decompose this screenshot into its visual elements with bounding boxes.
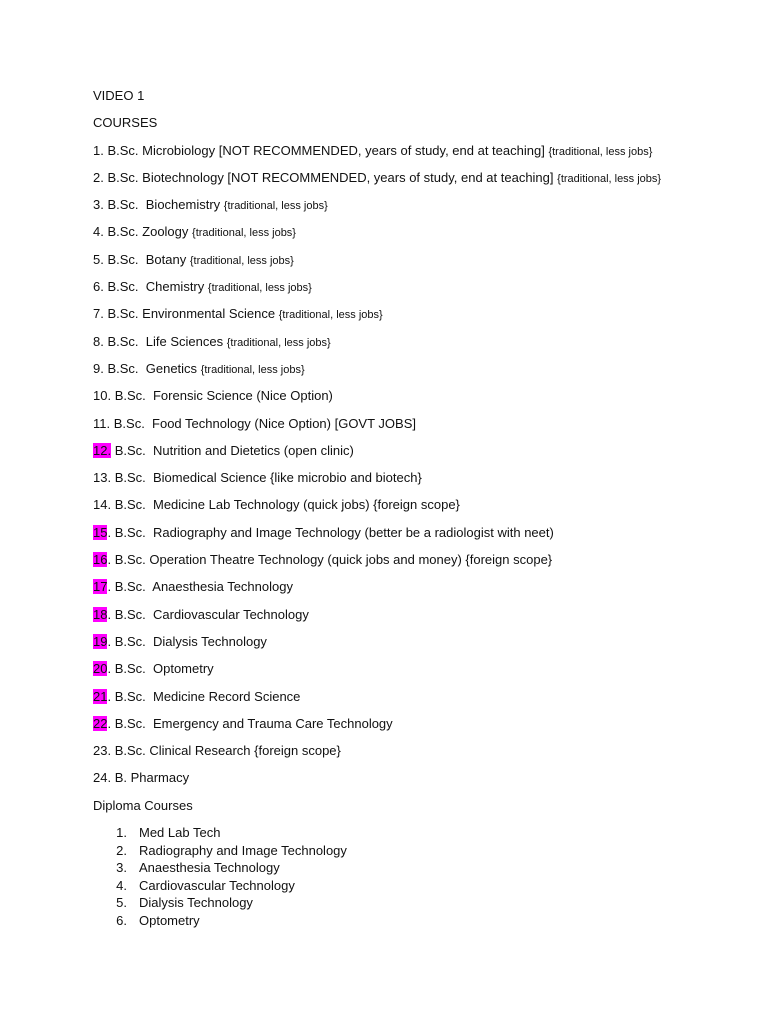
course-number: 21 (93, 688, 108, 704)
course-title: B.Sc. Anaesthesia Technology (114, 579, 293, 595)
diploma-item (93, 912, 753, 930)
diploma-number: 6. (116, 912, 127, 928)
course-separator: . (100, 360, 108, 376)
course-number: 15 (93, 524, 108, 540)
course-line (93, 524, 753, 541)
diploma-number: 5. (116, 895, 127, 911)
diploma-item (93, 877, 753, 895)
course-note: {traditional, less jobs} (278, 309, 383, 322)
course-separator: . (107, 661, 115, 677)
course-line (93, 333, 753, 350)
course-note: {traditional, less jobs} (207, 282, 312, 295)
course-number: 8 (93, 333, 101, 349)
course-title: B.Sc. Life Sciences (107, 333, 224, 349)
course-note: {traditional, less jobs} (192, 227, 296, 240)
course-line (93, 633, 753, 650)
course-title: B.Sc. Medicine Lab Technology (quick jobs) {foreign scope} (114, 497, 460, 513)
course-line (93, 278, 753, 295)
diploma-item (93, 859, 753, 877)
courses-list (93, 142, 753, 787)
diploma-title: Optometry (139, 912, 200, 928)
diploma-number: 4. (116, 877, 127, 893)
diploma-title: Diploma Courses (93, 797, 193, 813)
course-number: 23 (93, 743, 108, 759)
course-line (93, 606, 753, 623)
course-separator: . (107, 388, 115, 404)
course-number: 22 (93, 715, 108, 731)
course-separator: . (100, 306, 108, 322)
course-title: B.Sc. Botany (107, 251, 187, 267)
course-number: 7 (93, 306, 101, 322)
course-line (93, 223, 753, 240)
course-title: B.Sc. Biotechnology [NOT RECOMMENDED, years of study, end at teaching] (107, 169, 554, 185)
course-title: B.Sc. Food Technology (Nice Option) [GOVT JOBS] (113, 415, 416, 431)
course-number: 3 (93, 197, 101, 213)
course-separator: . (107, 770, 115, 786)
course-title: B.Sc. Emergency and Trauma Care Technology (114, 715, 393, 731)
diploma-title: Anaesthesia Technology (139, 860, 280, 876)
course-separator: . (107, 524, 115, 540)
course-line (93, 688, 753, 705)
document-body (93, 87, 753, 930)
diploma-title: Med Lab Tech (139, 825, 221, 841)
course-number: 18 (93, 606, 108, 622)
course-line (93, 142, 753, 159)
course-number: 9 (93, 360, 101, 376)
course-note: {traditional, less jobs} (223, 200, 328, 213)
course-line (93, 660, 753, 677)
course-number: 17 (93, 579, 108, 595)
course-title: B.Sc. Clinical Research {foreign scope} (114, 743, 341, 759)
course-line (93, 469, 753, 486)
course-line (93, 415, 753, 432)
course-number: 2 (93, 169, 101, 185)
course-number: 24 (93, 770, 108, 786)
course-number: 4 (93, 224, 101, 240)
course-note: {traditional, less jobs} (200, 363, 305, 376)
course-number: 12. (93, 442, 112, 458)
course-line (93, 169, 753, 186)
course-separator: . (107, 715, 115, 731)
course-line (93, 742, 753, 759)
course-number: 6 (93, 279, 101, 295)
course-number: 10 (93, 388, 108, 404)
course-title: B. Pharmacy (114, 770, 190, 786)
course-separator: . (107, 579, 115, 595)
course-line (93, 769, 753, 786)
diploma-item (93, 894, 753, 912)
course-separator: . (107, 552, 115, 568)
diploma-title: Radiography and Image Technology (139, 842, 347, 858)
course-number: 14 (93, 497, 108, 513)
diploma-item (93, 824, 753, 842)
course-title: B.Sc. Cardiovascular Technology (114, 606, 309, 622)
course-title: B.Sc. Chemistry (107, 279, 205, 295)
course-separator: . (100, 142, 108, 158)
diploma-title: Cardiovascular Technology (139, 877, 295, 893)
document-heading: VIDEO 1 (93, 88, 145, 103)
course-separator: . (107, 743, 115, 759)
course-line (93, 442, 753, 459)
course-title: B.Sc. Zoology (107, 224, 189, 240)
diploma-number: 3. (116, 860, 127, 876)
course-title: B.Sc. Nutrition and Dietetics (open clinic) (114, 442, 354, 458)
course-number: 1 (93, 142, 101, 158)
diploma-number: 1. (116, 825, 127, 841)
course-title: B.Sc. Radiography and Image Technology (better be a radiologist with neet) (114, 524, 554, 540)
course-note: {traditional, less jobs} (189, 254, 294, 267)
course-title: B.Sc. Medicine Record Science (114, 688, 301, 704)
course-separator: . (106, 415, 114, 431)
course-line (93, 360, 753, 377)
course-title: B.Sc. Microbiology [NOT RECOMMENDED, years of study, end at teaching] (107, 142, 545, 158)
course-line (93, 387, 753, 404)
course-line (93, 305, 753, 322)
course-title: B.Sc. Optometry (114, 661, 214, 677)
course-separator: . (107, 470, 115, 486)
diploma-item (93, 842, 753, 860)
course-note: {traditional, less jobs} (548, 145, 653, 158)
course-line (93, 196, 753, 213)
course-separator: . (100, 224, 108, 240)
diploma-list (93, 824, 753, 930)
course-separator: . (107, 688, 115, 704)
course-number: 13 (93, 470, 108, 486)
course-title: B.Sc. Forensic Science (Nice Option) (114, 388, 333, 404)
course-title: B.Sc. Operation Theatre Technology (quick jobs and money) {foreign scope} (114, 552, 553, 568)
course-title: B.Sc. Biomedical Science {like microbio and biotech} (114, 470, 422, 486)
course-number: 5 (93, 251, 101, 267)
course-line (93, 715, 753, 732)
course-separator: . (100, 197, 108, 213)
course-separator: . (107, 633, 115, 649)
diploma-number: 2. (116, 842, 127, 858)
diploma-title: Dialysis Technology (139, 895, 253, 911)
course-line (93, 578, 753, 595)
course-title: B.Sc. Environmental Science (107, 306, 276, 322)
course-title: B.Sc. Genetics (107, 360, 198, 376)
course-line (93, 496, 753, 513)
course-line (93, 551, 753, 568)
course-title: B.Sc. Dialysis Technology (114, 633, 267, 649)
course-number: 20 (93, 661, 108, 677)
course-separator: . (107, 497, 115, 513)
course-separator: . (100, 251, 108, 267)
course-separator: . (100, 169, 108, 185)
course-title: B.Sc. Biochemistry (107, 197, 221, 213)
course-separator: . (100, 333, 108, 349)
course-separator: . (100, 279, 108, 295)
course-note: {traditional, less jobs} (226, 336, 331, 349)
course-number: 16 (93, 552, 108, 568)
course-line (93, 251, 753, 268)
course-separator: . (107, 606, 115, 622)
course-number: 19 (93, 633, 108, 649)
course-note: {traditional, less jobs} (557, 172, 662, 185)
courses-title: COURSES (93, 115, 158, 131)
course-number: 11 (93, 415, 107, 431)
